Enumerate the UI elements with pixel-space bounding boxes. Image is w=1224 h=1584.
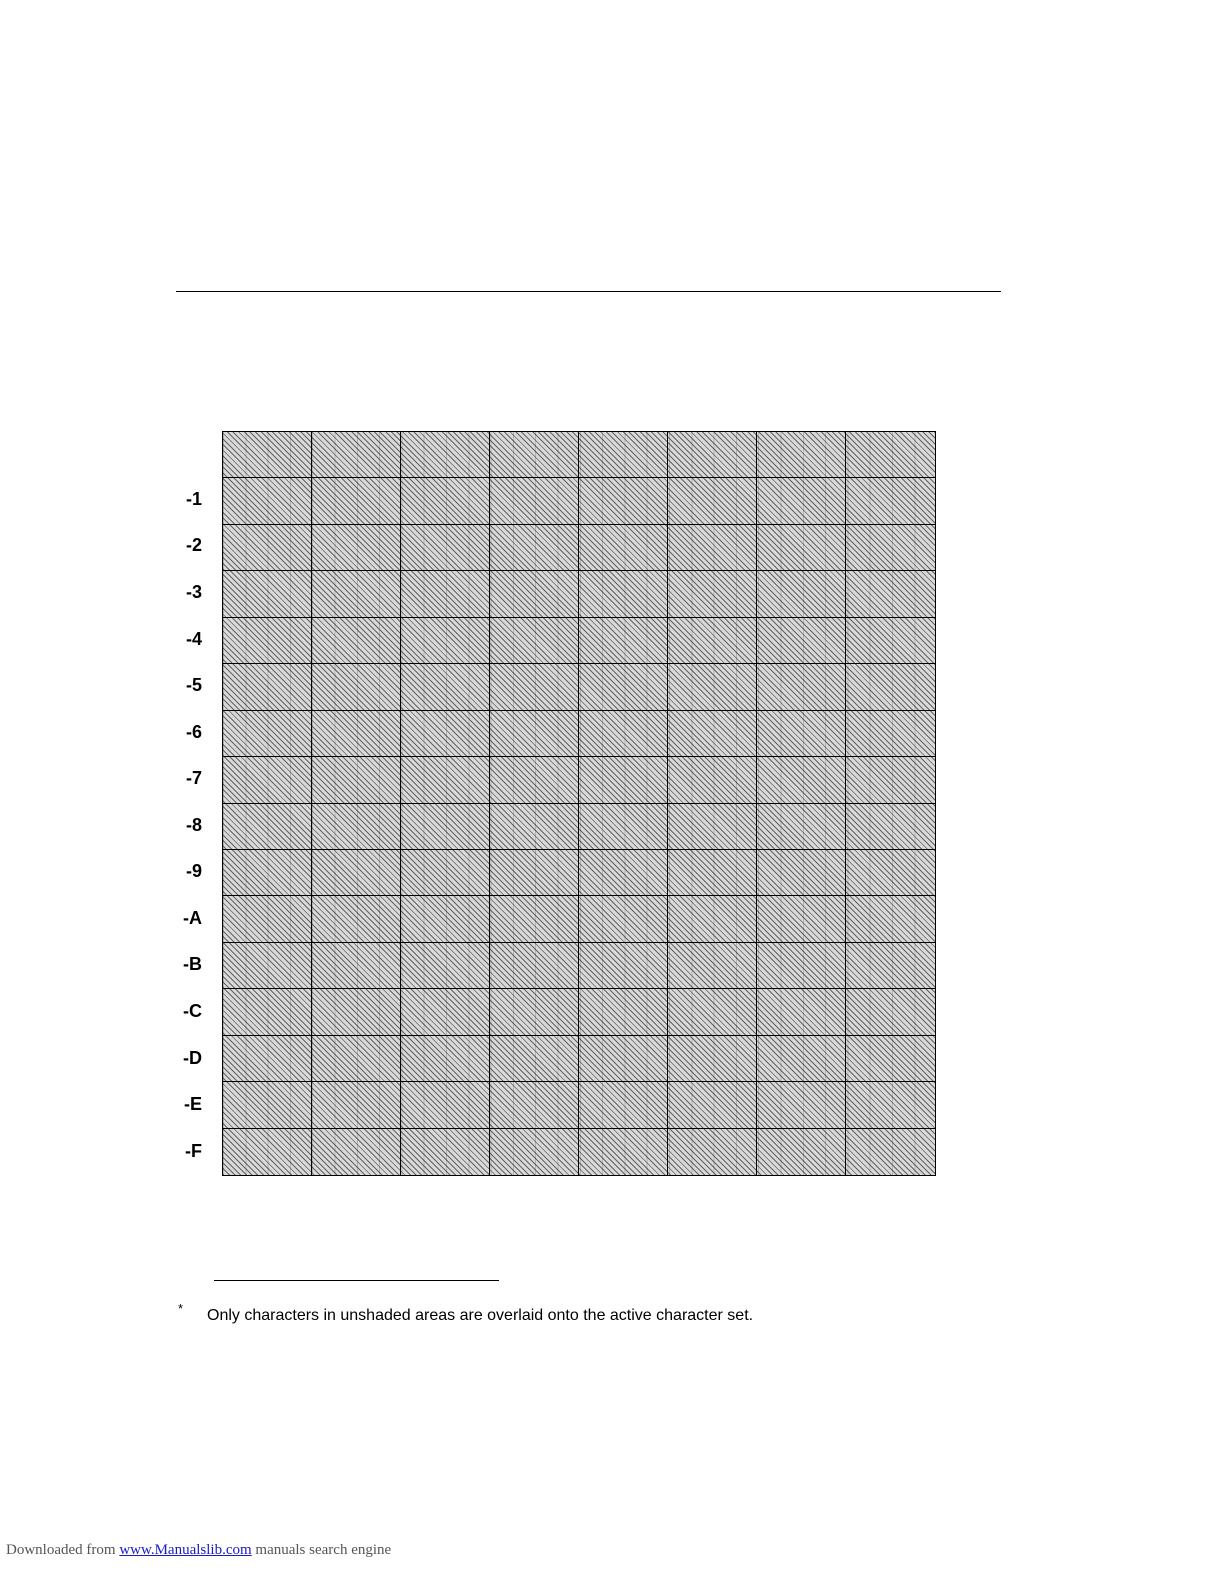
row-label: -B <box>183 954 202 975</box>
grid-cell <box>312 571 401 617</box>
grid-cell <box>668 1036 757 1082</box>
grid-cell <box>223 432 312 478</box>
footnote-rule <box>214 1280 499 1281</box>
grid-cell <box>490 757 579 803</box>
grid-cell <box>312 1036 401 1082</box>
row-label: -D <box>183 1047 202 1068</box>
grid-cell <box>846 850 935 896</box>
grid-cell <box>312 711 401 757</box>
grid-cell <box>312 943 401 989</box>
grid-cell <box>223 989 312 1035</box>
grid-cell <box>223 850 312 896</box>
grid-cell <box>312 525 401 571</box>
grid-cell <box>490 525 579 571</box>
grid-cell <box>757 664 846 710</box>
grid-cell <box>223 1129 312 1175</box>
grid-cell <box>579 1082 668 1128</box>
grid-cell <box>490 478 579 524</box>
grid-cell <box>668 989 757 1035</box>
grid-cell <box>668 896 757 942</box>
row-label: -2 <box>185 535 202 556</box>
grid-cell <box>223 1082 312 1128</box>
grid-cell <box>757 1082 846 1128</box>
row-label: -F <box>185 1140 202 1161</box>
grid-cell <box>757 896 846 942</box>
grid-cell <box>846 478 935 524</box>
grid-cell <box>579 432 668 478</box>
grid-cell <box>668 618 757 664</box>
grid-cell <box>668 943 757 989</box>
grid-cell <box>401 432 490 478</box>
grid-cell <box>757 989 846 1035</box>
grid-cell <box>401 478 490 524</box>
grid-cell <box>846 943 935 989</box>
grid-cell <box>757 432 846 478</box>
grid-cell <box>846 618 935 664</box>
grid-cell <box>757 850 846 896</box>
grid-cell <box>490 989 579 1035</box>
grid-cell <box>757 571 846 617</box>
grid-cell <box>579 664 668 710</box>
grid-cell <box>490 943 579 989</box>
grid-cell <box>223 804 312 850</box>
grid-cell <box>490 1129 579 1175</box>
grid-cell <box>312 896 401 942</box>
grid-cell <box>401 571 490 617</box>
row-label: -7 <box>185 768 202 789</box>
grid-cell <box>490 896 579 942</box>
grid-cell <box>668 571 757 617</box>
grid-cell <box>668 1129 757 1175</box>
grid-cell <box>579 1036 668 1082</box>
grid-cell <box>490 664 579 710</box>
download-footer <box>6 1542 391 1559</box>
grid-cell <box>490 571 579 617</box>
grid-cell <box>223 943 312 989</box>
grid-cell <box>223 711 312 757</box>
grid-cell <box>312 664 401 710</box>
grid-cell <box>846 757 935 803</box>
grid-cell <box>579 943 668 989</box>
grid-cell <box>846 1082 935 1128</box>
grid-cell <box>668 432 757 478</box>
grid-cell <box>223 896 312 942</box>
manualslib-link[interactable]: www.Manualslib.com <box>119 1542 252 1558</box>
grid-cell <box>490 432 579 478</box>
grid-cell <box>757 525 846 571</box>
grid-cell <box>579 571 668 617</box>
grid-cell <box>757 757 846 803</box>
grid-cell <box>579 1129 668 1175</box>
grid-cell <box>490 804 579 850</box>
grid-cell <box>490 711 579 757</box>
grid-cell <box>490 1036 579 1082</box>
row-label: -A <box>183 907 202 928</box>
grid-cell <box>312 757 401 803</box>
grid-cell <box>668 478 757 524</box>
grid-cell <box>223 757 312 803</box>
grid-cell <box>223 664 312 710</box>
grid-cell <box>401 1129 490 1175</box>
grid-cell <box>401 804 490 850</box>
grid-cell <box>846 432 935 478</box>
grid-cell <box>223 571 312 617</box>
grid-cell <box>579 804 668 850</box>
grid-cell <box>846 896 935 942</box>
header-rule <box>176 291 1001 292</box>
grid-cell <box>223 1036 312 1082</box>
grid-cell <box>312 618 401 664</box>
grid-cell <box>312 850 401 896</box>
grid-cell <box>401 989 490 1035</box>
grid-cell <box>401 757 490 803</box>
grid-cell <box>846 989 935 1035</box>
grid-cell <box>668 711 757 757</box>
grid-cell <box>401 896 490 942</box>
grid-cell <box>312 1082 401 1128</box>
grid-cell <box>312 1129 401 1175</box>
grid-cell <box>757 943 846 989</box>
grid-cell <box>490 618 579 664</box>
grid-cell <box>312 804 401 850</box>
grid-cell <box>757 618 846 664</box>
footer-suffix: manuals search engine <box>251 1542 392 1558</box>
row-label: -4 <box>185 628 202 649</box>
row-label: -3 <box>185 581 202 602</box>
grid-cell <box>757 711 846 757</box>
grid-cell <box>401 664 490 710</box>
grid-cell <box>757 1129 846 1175</box>
grid-cell <box>312 989 401 1035</box>
grid-cell <box>401 711 490 757</box>
grid-cell <box>846 804 935 850</box>
grid-cell <box>223 618 312 664</box>
row-label: -1 <box>185 488 202 509</box>
grid-cell <box>223 525 312 571</box>
grid-cell <box>668 850 757 896</box>
grid-cell <box>668 664 757 710</box>
row-label: -C <box>183 1001 202 1022</box>
footnote-text: Only characters in unshaded areas are overlaid onto the active character set. <box>207 1307 754 1324</box>
grid-cell <box>401 1082 490 1128</box>
grid-cell <box>401 1036 490 1082</box>
row-label: -9 <box>185 861 202 882</box>
grid-cell <box>757 1036 846 1082</box>
grid-cell <box>312 432 401 478</box>
grid-cell <box>579 478 668 524</box>
grid-cell <box>579 525 668 571</box>
grid-cell <box>579 896 668 942</box>
grid-cell <box>579 618 668 664</box>
row-label: -E <box>184 1094 202 1115</box>
grid-cell <box>401 943 490 989</box>
grid-cell <box>846 571 935 617</box>
grid-cell <box>846 1129 935 1175</box>
grid-cell <box>668 1082 757 1128</box>
grid-cell <box>490 850 579 896</box>
grid-cell <box>579 850 668 896</box>
character-set-grid <box>222 431 936 1176</box>
grid-cell <box>668 757 757 803</box>
footer-prefix: Downloaded from <box>6 1542 120 1558</box>
grid-cell <box>490 1082 579 1128</box>
grid-cell <box>757 478 846 524</box>
grid-cell <box>401 850 490 896</box>
grid-cell <box>579 711 668 757</box>
row-label: -6 <box>185 721 202 742</box>
grid-cell <box>401 618 490 664</box>
grid-cell <box>846 1036 935 1082</box>
grid-cell <box>312 478 401 524</box>
grid-cell <box>579 989 668 1035</box>
grid-cell <box>757 804 846 850</box>
grid-cell <box>846 525 935 571</box>
grid-cell <box>846 711 935 757</box>
grid-cell <box>846 664 935 710</box>
footnote-mark: * <box>178 1301 184 1316</box>
grid-cell <box>668 525 757 571</box>
row-label: -8 <box>185 814 202 835</box>
grid-cell <box>668 804 757 850</box>
grid-cell <box>579 757 668 803</box>
row-label: -5 <box>185 675 202 696</box>
grid-cell <box>401 525 490 571</box>
grid-cell <box>223 478 312 524</box>
